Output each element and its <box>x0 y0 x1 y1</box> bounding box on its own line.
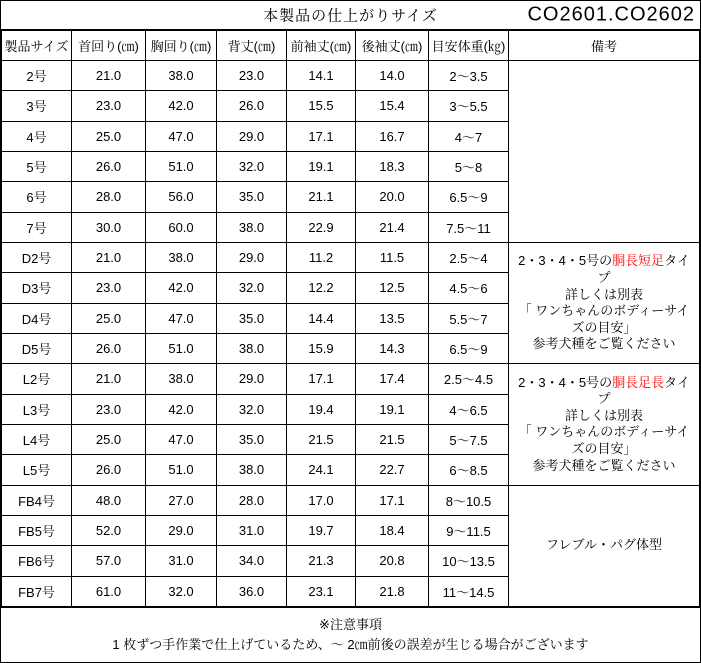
measurement-cell: 32.0 <box>146 576 217 606</box>
measurement-cell: 22.7 <box>356 455 429 485</box>
col-header-back-length: 背丈(㎝) <box>217 31 287 61</box>
measurement-cell: 4～6.5 <box>429 394 509 424</box>
size-label-cell: 2号 <box>2 61 72 91</box>
measurement-cell: 22.9 <box>287 212 356 242</box>
remarks-line <box>514 537 694 554</box>
measurement-cell: 51.0 <box>146 455 217 485</box>
measurement-cell: 4.5～6 <box>429 273 509 303</box>
size-label-cell: 5号 <box>2 151 72 181</box>
measurement-cell: 42.0 <box>146 91 217 121</box>
measurement-cell: 38.0 <box>146 364 217 394</box>
measurement-cell: 31.0 <box>146 546 217 576</box>
remarks-line <box>514 424 694 457</box>
size-label-cell: D2号 <box>2 242 72 272</box>
measurement-cell: 27.0 <box>146 485 217 515</box>
measurement-cell: 56.0 <box>146 182 217 212</box>
measurement-cell: 38.0 <box>146 242 217 272</box>
measurement-cell: 52.0 <box>72 515 146 545</box>
table-row <box>2 485 700 515</box>
size-label-cell: L2号 <box>2 364 72 394</box>
measurement-cell: 29.0 <box>217 364 287 394</box>
remarks-text: 詳しくは別表 <box>564 286 643 302</box>
measurement-cell: 21.5 <box>356 424 429 454</box>
measurement-cell: 2～3.5 <box>429 61 509 91</box>
col-header-back-sleeve: 後袖丈(㎝) <box>356 31 429 61</box>
product-code: CO2601.CO2602 <box>527 3 695 26</box>
highlighted-body-type-text: 胴長足長 <box>612 374 665 390</box>
measurement-cell: 7.5～11 <box>429 212 509 242</box>
remarks-line <box>514 336 694 353</box>
measurement-cell: 14.0 <box>356 61 429 91</box>
col-header-front-sleeve: 前袖丈(㎝) <box>287 31 356 61</box>
measurement-cell: 23.0 <box>72 394 146 424</box>
size-label-cell: D4号 <box>2 303 72 333</box>
measurement-cell: 6.5～9 <box>429 333 509 363</box>
size-label-cell: FB7号 <box>2 576 72 606</box>
measurement-cell: 19.4 <box>287 394 356 424</box>
remarks-line <box>514 375 694 408</box>
size-label-cell: L3号 <box>2 394 72 424</box>
measurement-cell: 21.3 <box>287 546 356 576</box>
measurement-cell: 4～7 <box>429 121 509 151</box>
measurement-cell: 35.0 <box>217 424 287 454</box>
measurement-cell: 11.5 <box>356 242 429 272</box>
size-label-cell: FB4号 <box>2 485 72 515</box>
measurement-cell: 18.3 <box>356 151 429 181</box>
size-label-cell: L4号 <box>2 424 72 454</box>
measurement-cell: 29.0 <box>217 121 287 151</box>
measurement-cell: 26.0 <box>72 333 146 363</box>
measurement-cell: 17.1 <box>356 485 429 515</box>
measurement-cell: 21.8 <box>356 576 429 606</box>
measurement-cell: 28.0 <box>217 485 287 515</box>
measurement-cell: 15.9 <box>287 333 356 363</box>
measurement-cell: 25.0 <box>72 424 146 454</box>
highlighted-body-type-text: 胴長短足 <box>612 253 665 269</box>
measurement-cell: 48.0 <box>72 485 146 515</box>
remarks-line <box>514 287 694 304</box>
measurement-cell: 57.0 <box>72 546 146 576</box>
measurement-cell: 21.0 <box>72 242 146 272</box>
measurement-cell: 11.2 <box>287 242 356 272</box>
measurement-cell: 26.0 <box>72 455 146 485</box>
measurement-cell: 20.8 <box>356 546 429 576</box>
measurement-cell: 60.0 <box>146 212 217 242</box>
measurement-cell: 47.0 <box>146 303 217 333</box>
measurement-cell: 21.0 <box>72 61 146 91</box>
measurement-cell: 17.1 <box>287 121 356 151</box>
size-table <box>1 30 700 607</box>
col-header-weight-guide: 目安体重(㎏) <box>429 31 509 61</box>
remarks-text: 2・3・4・5号の <box>518 374 613 390</box>
measurement-cell: 21.0 <box>72 364 146 394</box>
measurement-cell: 32.0 <box>217 394 287 424</box>
measurement-cell: 30.0 <box>72 212 146 242</box>
measurement-cell: 19.7 <box>287 515 356 545</box>
table-row <box>2 364 700 394</box>
measurement-cell: 21.4 <box>356 212 429 242</box>
measurement-cell: 6～8.5 <box>429 455 509 485</box>
measurement-cell: 14.1 <box>287 61 356 91</box>
measurement-cell: 25.0 <box>72 121 146 151</box>
measurement-cell: 3～5.5 <box>429 91 509 121</box>
measurement-cell: 35.0 <box>217 182 287 212</box>
measurement-cell: 34.0 <box>217 546 287 576</box>
measurement-cell: 10～13.5 <box>429 546 509 576</box>
measurement-cell: 23.0 <box>72 91 146 121</box>
measurement-cell: 29.0 <box>217 242 287 272</box>
size-label-cell: 7号 <box>2 212 72 242</box>
measurement-cell: 31.0 <box>217 515 287 545</box>
measurement-cell: 12.2 <box>287 273 356 303</box>
header-row <box>2 31 700 61</box>
measurement-cell: 15.5 <box>287 91 356 121</box>
measurement-cell: 17.1 <box>287 364 356 394</box>
remarks-text: 詳しくは別表 <box>564 407 643 423</box>
measurement-cell: 8～10.5 <box>429 485 509 515</box>
remarks-text: 参考犬種をご覧ください <box>532 457 676 473</box>
page-title: 本製品の仕上がりサイズ <box>263 7 438 25</box>
remarks-text: フレブル・パグ体型 <box>546 537 662 553</box>
measurement-cell: 42.0 <box>146 273 217 303</box>
remarks-cell <box>509 61 700 243</box>
size-label-cell: FB6号 <box>2 546 72 576</box>
measurement-cell: 2.5～4.5 <box>429 364 509 394</box>
col-header-remarks: 備考 <box>509 31 700 61</box>
col-header-chest-girth: 胸回り(㎝) <box>146 31 217 61</box>
measurement-cell: 24.1 <box>287 455 356 485</box>
measurement-cell: 36.0 <box>217 576 287 606</box>
measurement-cell: 26.0 <box>217 91 287 121</box>
notice-text: 1 枚ずつ手作業で仕上げているため、～ 2㎝前後の誤差が生じる場合がございます <box>112 637 589 652</box>
title-bar <box>1 1 700 30</box>
measurement-cell: 38.0 <box>146 61 217 91</box>
measurement-cell: 9～11.5 <box>429 515 509 545</box>
col-header-product-size: 製品サイズ <box>2 31 72 61</box>
measurement-cell: 21.1 <box>287 182 356 212</box>
measurement-cell: 20.0 <box>356 182 429 212</box>
remarks-text: 参考犬種をご覧ください <box>532 336 676 352</box>
measurement-cell: 14.3 <box>356 333 429 363</box>
measurement-cell: 5.5～7 <box>429 303 509 333</box>
remarks-text: タイプ <box>597 253 690 285</box>
measurement-cell: 42.0 <box>146 394 217 424</box>
remarks-line <box>514 408 694 425</box>
measurement-cell: 21.5 <box>287 424 356 454</box>
measurement-cell: 47.0 <box>146 121 217 151</box>
measurement-cell: 51.0 <box>146 151 217 181</box>
size-label-cell: 3号 <box>2 91 72 121</box>
measurement-cell: 16.7 <box>356 121 429 151</box>
measurement-cell: 11～14.5 <box>429 576 509 606</box>
size-label-cell: D5号 <box>2 333 72 363</box>
measurement-cell: 19.1 <box>287 151 356 181</box>
measurement-cell: 38.0 <box>217 455 287 485</box>
measurement-cell: 38.0 <box>217 212 287 242</box>
measurement-cell: 17.4 <box>356 364 429 394</box>
remarks-text: 「 ワンちゃんのボディーサイズの目安」 <box>518 424 690 457</box>
remarks-cell <box>509 364 700 485</box>
size-label-cell: 6号 <box>2 182 72 212</box>
size-label-cell: L5号 <box>2 455 72 485</box>
measurement-cell: 14.4 <box>287 303 356 333</box>
remarks-line <box>514 458 694 475</box>
measurement-cell: 5～8 <box>429 151 509 181</box>
measurement-cell: 23.0 <box>217 61 287 91</box>
measurement-cell: 2.5～4 <box>429 242 509 272</box>
measurement-cell: 51.0 <box>146 333 217 363</box>
measurement-cell: 61.0 <box>72 576 146 606</box>
measurement-cell: 5～7.5 <box>429 424 509 454</box>
remarks-line <box>514 303 694 336</box>
remarks-line <box>514 253 694 286</box>
notice-footer <box>1 607 700 662</box>
col-header-neck-girth: 首回り(㎝) <box>72 31 146 61</box>
measurement-cell: 32.0 <box>217 151 287 181</box>
measurement-cell: 26.0 <box>72 151 146 181</box>
remarks-text: 「 ワンちゃんのボディーサイズの目安」 <box>518 303 690 335</box>
measurement-cell: 32.0 <box>217 273 287 303</box>
measurement-cell: 13.5 <box>356 303 429 333</box>
notice-heading: ※注意事項 <box>319 616 382 632</box>
measurement-cell: 47.0 <box>146 424 217 454</box>
measurement-cell: 29.0 <box>146 515 217 545</box>
table-row <box>2 61 700 91</box>
measurement-cell: 17.0 <box>287 485 356 515</box>
measurement-cell: 12.5 <box>356 273 429 303</box>
remarks-cell <box>509 485 700 606</box>
size-label-cell: D3号 <box>2 273 72 303</box>
measurement-cell: 15.4 <box>356 91 429 121</box>
measurement-cell: 6.5～9 <box>429 182 509 212</box>
measurement-cell: 25.0 <box>72 303 146 333</box>
measurement-cell: 23.0 <box>72 273 146 303</box>
remarks-cell <box>509 242 700 363</box>
measurement-cell: 38.0 <box>217 333 287 363</box>
size-label-cell: FB5号 <box>2 515 72 545</box>
remarks-text: タイプ <box>597 374 690 407</box>
size-table-header <box>2 31 700 61</box>
size-table-body <box>2 61 700 607</box>
measurement-cell: 19.1 <box>356 394 429 424</box>
measurement-cell: 18.4 <box>356 515 429 545</box>
remarks-text: 2・3・4・5号の <box>518 253 613 269</box>
size-label-cell: 4号 <box>2 121 72 151</box>
measurement-cell: 35.0 <box>217 303 287 333</box>
measurement-cell: 28.0 <box>72 182 146 212</box>
measurement-cell: 23.1 <box>287 576 356 606</box>
table-row <box>2 242 700 272</box>
